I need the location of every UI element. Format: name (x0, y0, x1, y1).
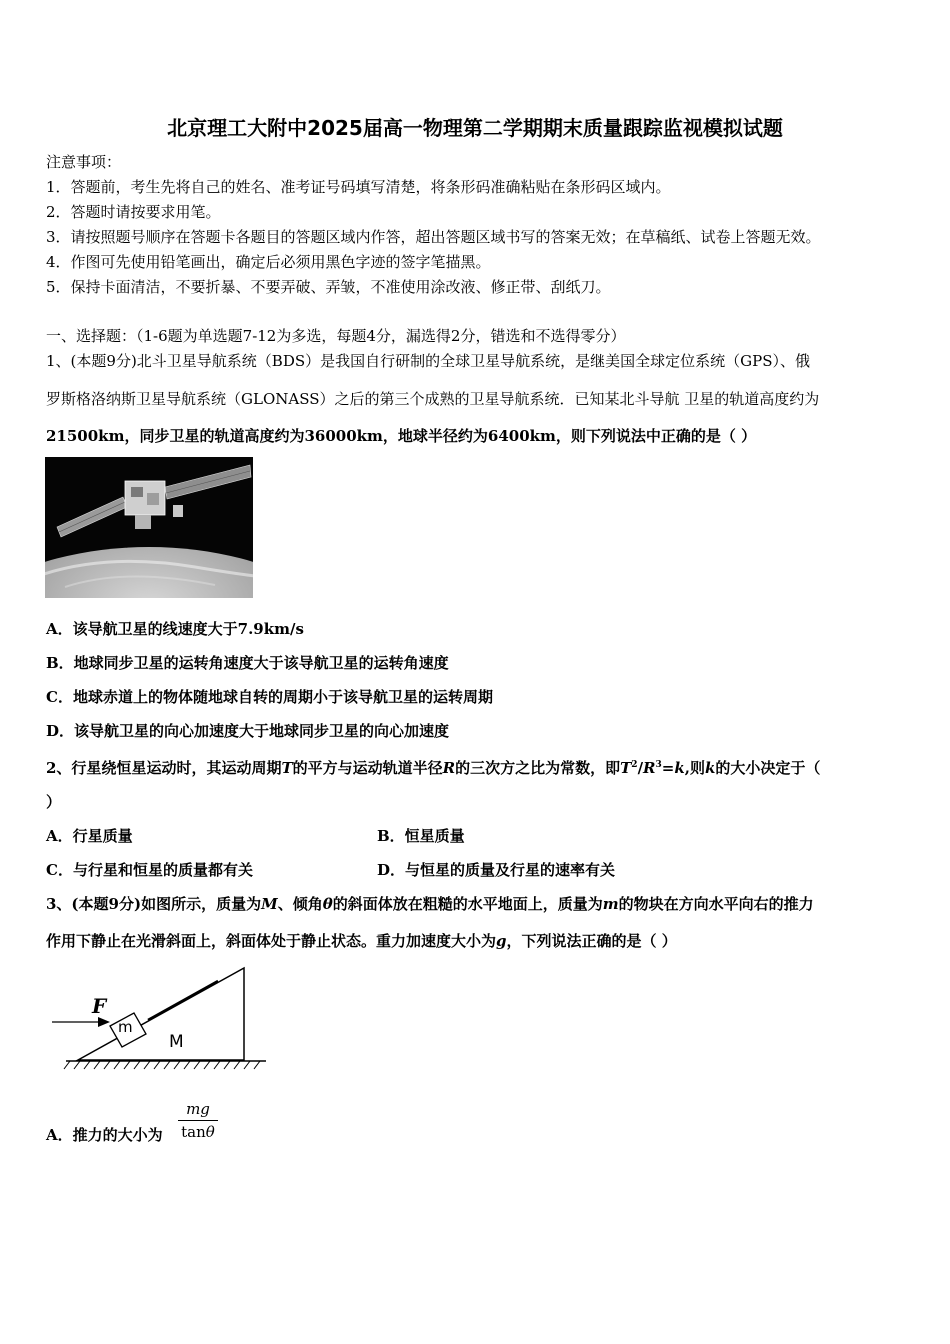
q2-var: k (705, 759, 716, 777)
incline-diagram (48, 964, 272, 1074)
q2-var: T (281, 759, 293, 777)
q2-text: 的三次方之比为常数，即 (455, 759, 621, 777)
q3-text: 的物块在方向水平向右的推力 (618, 895, 814, 913)
fraction-tan: tan (181, 1123, 206, 1141)
q2-text: 的平方与运动轨道半径 (292, 759, 443, 777)
question-1-line: 1、(本题9分)北斗卫星导航系统（BDS）是我国自行研制的全球卫星导航系统，是继美国全球定位系统（GPS）、俄 (46, 352, 810, 370)
q2-text: = (661, 759, 675, 777)
satellite-photo (45, 457, 253, 598)
q3-var: m (602, 895, 619, 913)
q3-var: θ (322, 895, 333, 913)
fraction-denominator (178, 1121, 218, 1141)
notice-item: 4．作图可先使用铅笔画出，确定后必须用黑色字迹的签字笔描黑。 (46, 253, 491, 271)
q3-text: 作用下静止在光滑斜面上，斜面体处于静止状态。重力加速度大小为 (46, 932, 497, 950)
section-heading: 一、选择题：（1-6题为单选题7-12为多选，每题4分，漏选得2分，错选和不选得零分） (46, 327, 626, 345)
q3-option-a: A．推力的大小为 (46, 1126, 163, 1144)
page-title: 北京理工大附中2025届高一物理第二学期期末质量跟踪监视模拟试题 (167, 116, 783, 140)
question-2-line: ） (46, 793, 62, 811)
q3-text: 、倾角 (277, 895, 323, 913)
notice-item: 3．请按照题号顺序在答题卡各题目的答题区域内作答，超出答题区域书写的答案无效；在草稿纸、试卷上答题无效。 (46, 228, 821, 246)
q2-text: 2、行星绕恒星运动时，其运动周期 (46, 759, 282, 777)
fraction-numerator: mg (178, 1100, 218, 1121)
q1-option-c: C．地球赤道上的物体随地球自转的周期小于该导航卫星的运转周期 (46, 688, 493, 706)
q3-var: M (261, 895, 278, 913)
question-1-line: 21500km，同步卫星的轨道高度约为36000km，地球半径约为6400km，则下列说法中正确的是（ ） (46, 427, 757, 445)
q2-exponent: 2 (631, 760, 638, 770)
q2-var: R (643, 759, 656, 777)
q3-var: g (496, 932, 507, 950)
q2-option-c: C．与行星和恒星的质量都有关 (46, 861, 253, 879)
q2-text: / (637, 759, 644, 777)
question-2-line (46, 755, 820, 778)
q2-option-d: D．与恒星的质量及行星的速率有关 (377, 861, 616, 879)
q3-text: ，下列说法正确的是（ ） (506, 932, 677, 950)
block-label-m: m (118, 1018, 133, 1036)
notice-item: 2．答题时请按要求用笔。 (46, 203, 221, 221)
notice-heading: 注意事项： (46, 153, 122, 171)
question-3-line (46, 931, 677, 951)
fraction-mg-over-tan-theta (178, 1100, 218, 1141)
q2-text: ,则 (684, 759, 705, 777)
q2-var: k (674, 759, 685, 777)
fraction-theta: θ (205, 1123, 215, 1141)
q1-option-a: A．该导航卫星的线速度大于7.9km/s (46, 620, 304, 638)
force-label-f: F (92, 994, 107, 1018)
q1-option-d: D．该导航卫星的向心加速度大于地球同步卫星的向心加速度 (46, 722, 450, 740)
notice-item: 5．保持卡面清洁，不要折暴、不要弄破、弄皱，不准使用涂改液、修正带、刮纸刀。 (46, 278, 611, 296)
q3-text: 的斜面体放在粗糙的水平地面上，质量为 (332, 895, 603, 913)
q3-text: 3、(本题9分)如图所示，质量为 (46, 895, 262, 913)
notice-item: 1．答题前，考生先将自己的姓名、准考证号码填写清楚，将条形码准确粘贴在条形码区域内。 (46, 178, 671, 196)
question-1-line: 罗斯格洛纳斯卫星导航系统（GLONASS）之后的第三个成熟的卫星导航系统．已知某北斗导航 卫星的轨道高度约为 (46, 390, 820, 408)
q1-option-b: B．地球同步卫星的运转角速度大于该导航卫星的运转角速度 (46, 654, 449, 672)
incline-label-m: M (169, 1032, 184, 1052)
q2-var: T (620, 759, 632, 777)
q2-option-a: A．行星质量 (46, 827, 133, 845)
q2-option-b: B．恒星质量 (377, 827, 465, 845)
q2-exponent: 3 (655, 760, 662, 770)
q2-text: 的大小决定于（ (715, 759, 821, 777)
question-3-line (46, 894, 814, 914)
q2-var: R (442, 759, 456, 777)
